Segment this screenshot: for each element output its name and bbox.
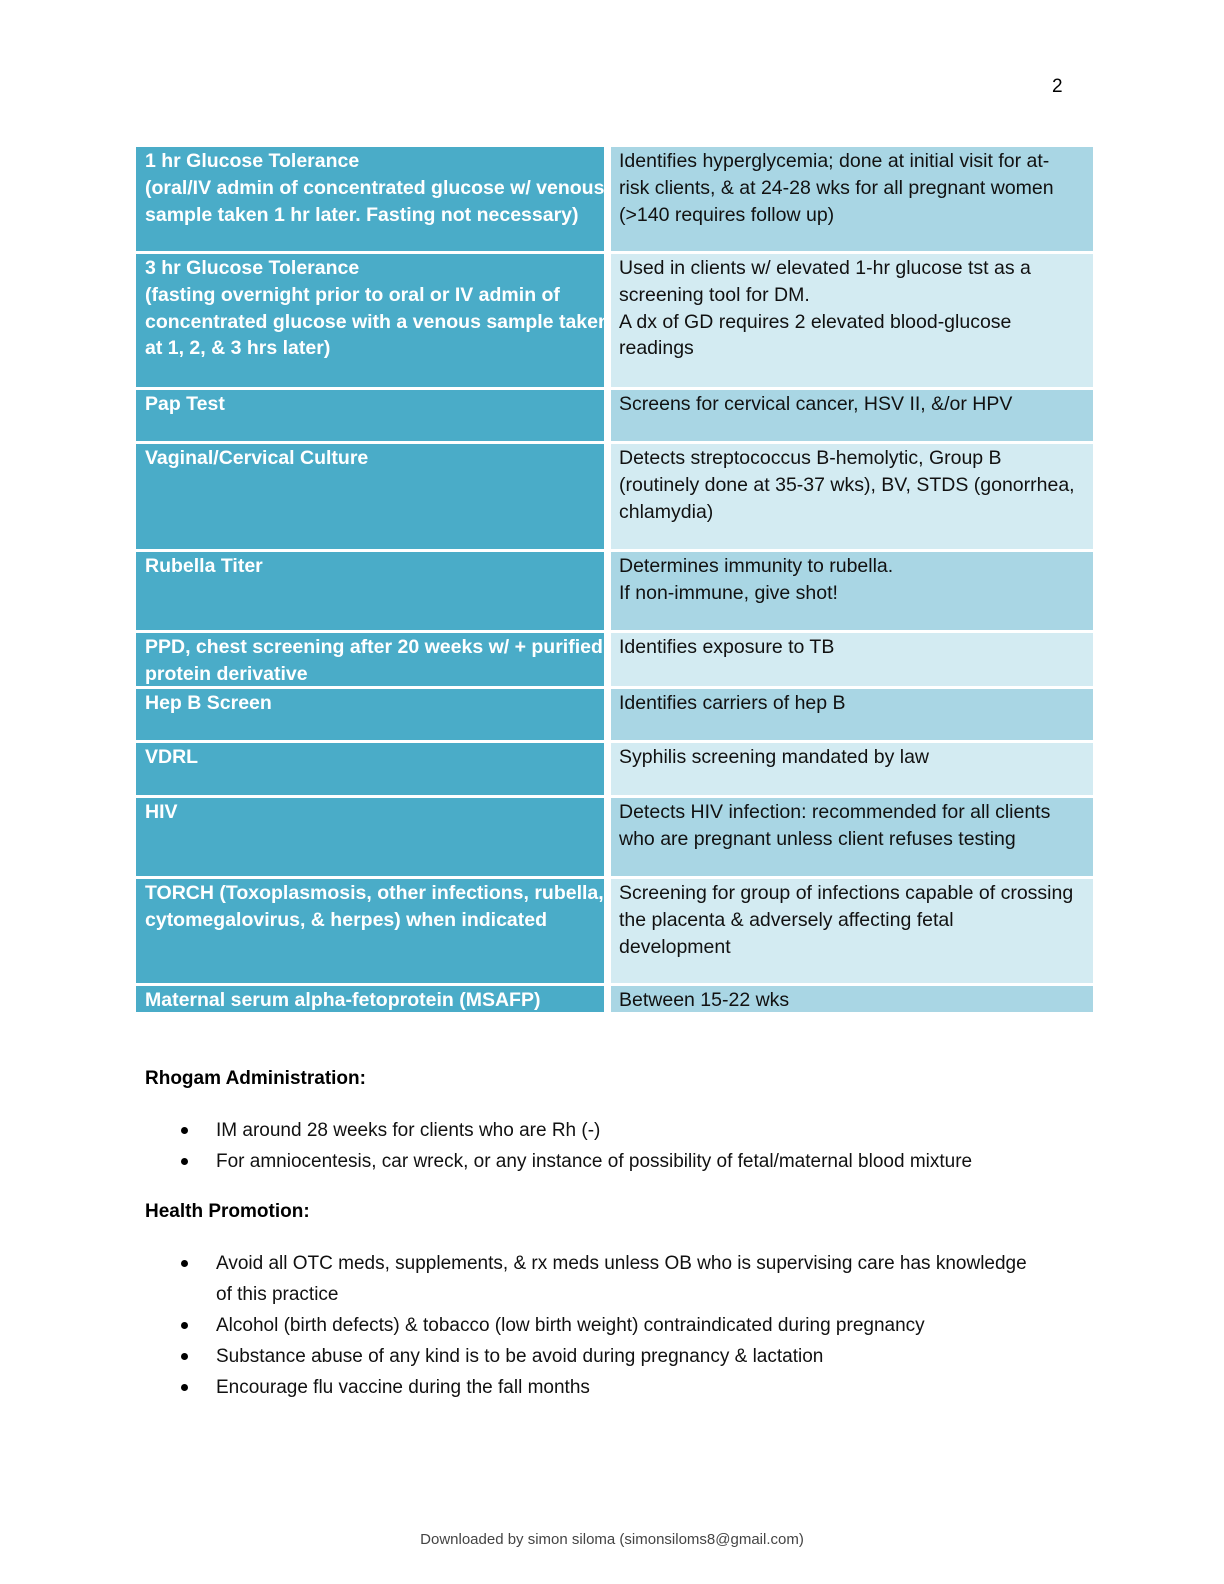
test-purpose-line: chlamydia) <box>619 500 714 523</box>
list-item <box>176 1248 1076 1310</box>
test-name-line: HIV <box>145 801 178 823</box>
bullet-icon <box>181 1127 188 1134</box>
table-row <box>136 633 1100 686</box>
test-name-cell <box>136 444 604 549</box>
test-purpose-cell <box>611 147 1093 251</box>
rhogam-heading: Rhogam Administration: <box>145 1068 366 1089</box>
test-purpose-line: Identifies hyperglycemia; done at initial visit for at- <box>619 150 1050 172</box>
test-name-cell <box>136 254 610 387</box>
list-item-text: Avoid all OTC meds, supplements, & rx meds unless OB who is supervising care has knowledge <box>216 1253 1027 1274</box>
list-item-text: Alcohol (birth defects) & tobacco (low birth weight) contraindicated during pregnancy <box>216 1315 925 1336</box>
test-purpose-line: risk clients, & at 24-28 wks for all pregnant women <box>619 176 1054 199</box>
test-purpose-line: Determines immunity to rubella. <box>619 555 894 577</box>
test-name-cell <box>136 689 604 740</box>
test-purpose-line: Syphilis screening mandated by law <box>619 746 930 768</box>
health-promotion-heading: Health Promotion: <box>145 1201 310 1222</box>
test-name-line: Hep B Screen <box>145 692 272 714</box>
list-item <box>176 1310 1076 1341</box>
test-name-line: protein derivative <box>145 662 308 685</box>
test-purpose-line: (routinely done at 35-37 wks), BV, STDS (gonorrhea, <box>619 473 1075 496</box>
test-purpose-cell <box>611 743 1093 795</box>
test-name-line: cytomegalovirus, & herpes) when indicated <box>145 908 548 931</box>
test-name-cell <box>136 743 604 795</box>
test-purpose-cell <box>611 254 1093 387</box>
test-purpose-line: development <box>619 935 731 958</box>
test-purpose-line: Used in clients w/ elevated 1-hr glucose tst as a <box>619 257 1031 279</box>
rhogam-list <box>176 1115 1076 1177</box>
bullet-icon <box>181 1322 188 1329</box>
bullet-icon <box>181 1384 188 1391</box>
test-purpose-line: Between 15-22 wks <box>619 989 790 1011</box>
test-purpose-cell <box>611 798 1093 876</box>
table-row <box>136 254 1100 387</box>
table-row <box>136 552 1100 630</box>
test-purpose-cell <box>611 689 1093 740</box>
table-row <box>136 798 1100 876</box>
table-row <box>136 743 1100 795</box>
test-purpose-line: Identifies carriers of hep B <box>619 692 846 714</box>
bullet-icon <box>181 1158 188 1165</box>
test-name-line: VDRL <box>145 746 199 768</box>
table-row <box>136 147 1100 251</box>
test-purpose-cell <box>611 879 1093 983</box>
test-name-cell <box>136 879 604 983</box>
test-purpose-cell <box>611 986 1093 1012</box>
test-name-line: 3 hr Glucose Tolerance <box>145 257 360 279</box>
test-purpose-cell <box>611 390 1093 441</box>
table-row <box>136 879 1100 983</box>
test-purpose-line: readings <box>619 337 694 360</box>
list-item-text: For amniocentesis, car wreck, or any instance of possibility of fetal/maternal blood mixture <box>216 1151 973 1172</box>
test-name-line: concentrated glucose with a venous sample taken <box>145 310 610 333</box>
download-footer: Downloaded by simon siloma (simonsiloms8@gmail.com) <box>420 1531 804 1548</box>
list-item <box>176 1146 1076 1177</box>
test-purpose-line: Screens for cervical cancer, HSV II, &/or HPV <box>619 393 1013 415</box>
test-purpose-line: Detects HIV infection: recommended for all clients <box>619 801 1051 823</box>
list-item <box>176 1372 1076 1403</box>
test-purpose-line: If non-immune, give shot! <box>619 581 838 604</box>
test-name-line: (fasting overnight prior to oral or IV admin of <box>145 283 560 306</box>
lab-test-table <box>136 147 1100 1012</box>
test-purpose-line: Identifies exposure to TB <box>619 636 835 658</box>
bullet-icon <box>181 1260 188 1267</box>
list-item-text: of this practice <box>216 1284 339 1305</box>
list-item <box>176 1115 1076 1146</box>
test-name-line: TORCH (Toxoplasmosis, other infections, rubella, <box>145 882 604 904</box>
test-name-cell <box>136 390 604 441</box>
test-purpose-line: Screening for group of infections capable of crossing <box>619 882 1074 904</box>
table-row <box>136 390 1100 441</box>
test-purpose-line: the placenta & adversely affecting fetal <box>619 908 954 931</box>
table-row <box>136 444 1100 549</box>
test-name-line: sample taken 1 hr later. Fasting not necessary) <box>145 203 579 226</box>
test-name-cell <box>136 986 604 1012</box>
list-item-text: Encourage flu vaccine during the fall months <box>216 1377 590 1398</box>
test-purpose-line: screening tool for DM. <box>619 283 810 306</box>
test-name-line: at 1, 2, & 3 hrs later) <box>145 337 331 360</box>
list-item <box>176 1341 1076 1372</box>
test-name-line: (oral/IV admin of concentrated glucose w/ venous <box>145 176 605 199</box>
test-name-line: 1 hr Glucose Tolerance <box>145 150 360 172</box>
test-name-line: Pap Test <box>145 393 225 415</box>
health-promotion-list <box>176 1248 1076 1403</box>
test-name-cell <box>136 552 604 630</box>
bullet-icon <box>181 1353 188 1360</box>
test-name-line: Rubella Titer <box>145 555 263 577</box>
test-name-line: Vaginal/Cervical Culture <box>145 447 369 469</box>
test-name-cell <box>136 798 604 876</box>
list-item-text: IM around 28 weeks for clients who are Rh (-) <box>216 1120 601 1141</box>
test-purpose-cell <box>611 633 1093 686</box>
test-name-cell <box>136 147 604 251</box>
test-purpose-cell <box>611 552 1093 630</box>
list-item-text: Substance abuse of any kind is to be avoid during pregnancy & lactation <box>216 1346 824 1367</box>
test-purpose-cell <box>611 444 1093 549</box>
test-name-cell <box>136 633 604 686</box>
test-name-line: Maternal serum alpha-fetoprotein (MSAFP) <box>145 989 541 1011</box>
table-row <box>136 986 1100 1012</box>
test-purpose-line: Detects streptococcus B-hemolytic, Group B <box>619 447 1002 469</box>
test-name-line: PPD, chest screening after 20 weeks w/ + purified <box>145 636 603 658</box>
test-purpose-line: who are pregnant unless client refuses testing <box>619 827 1016 850</box>
page-number: 2 <box>1052 76 1063 97</box>
test-purpose-line: A dx of GD requires 2 elevated blood-glucose <box>619 310 1012 333</box>
table-row <box>136 689 1100 740</box>
test-purpose-line: (>140 requires follow up) <box>619 203 835 226</box>
